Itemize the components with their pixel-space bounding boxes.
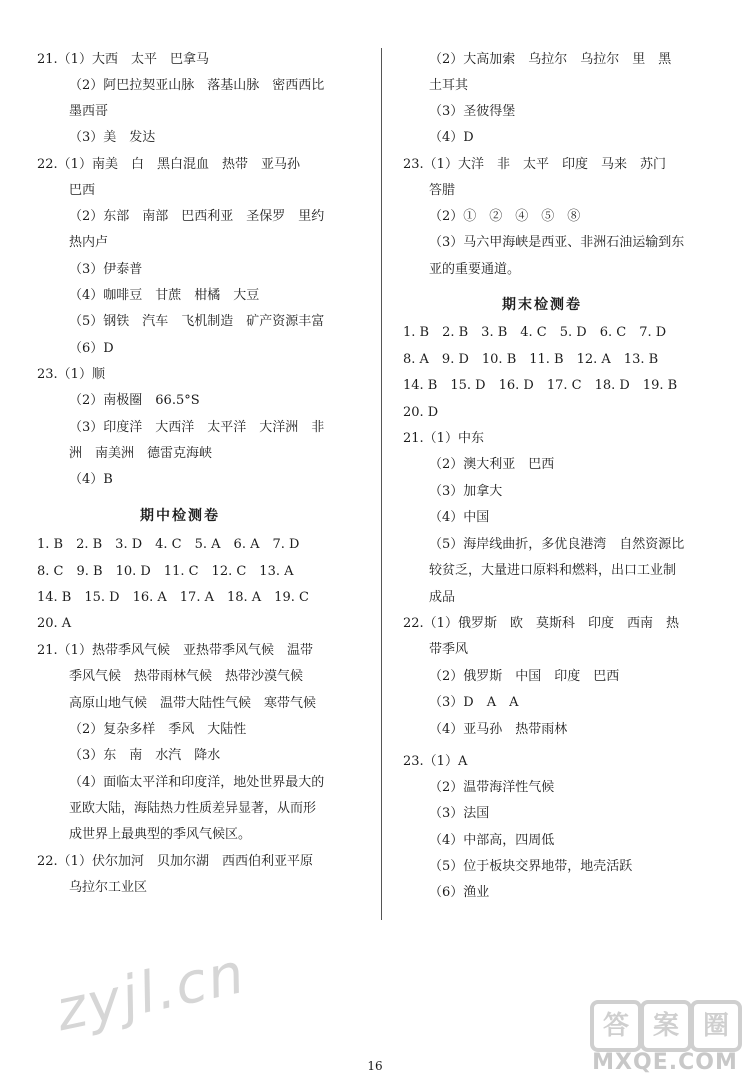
answer-line: （3）D A A [429,695,519,710]
answer-line: （4）面临太平洋和印度洋，地处世界最大的 [69,775,325,790]
answer-line: （2）俄罗斯 中国 印度 巴西 [429,669,620,684]
answer-line: （3）圣彼得堡 [429,104,516,119]
answer-line: 21.（1）热带季风气候 亚热带季风气候 温带 [37,643,313,658]
answer-line: 1. B 2. B 3. D 4. C 5. A 6. A 7. D [37,537,300,552]
answer-line: 亚的重要通道。 [429,262,521,277]
answer-line: 23.（1）A [403,754,468,769]
page-number: 16 [367,1059,383,1073]
answer-line: （5）位于板块交界地带，地壳活跃 [429,859,633,874]
answer-line: （3）马六甲海峡是西亚、非洲石油运输到东 [429,235,685,250]
answer-line: 21.（1）中东 [403,431,484,446]
watermark-char: 答 [590,1000,642,1052]
watermark-zyjl: zyjl.cn [50,940,252,1045]
answer-line: （3）伊泰普 [69,262,143,277]
answer-line: 较贫乏，大量进口原料和燃料，出口工业制 [429,563,677,578]
answer-line: 乌拉尔工业区 [69,880,148,895]
answer-line: （2）南极圈 66.5°S [69,393,200,408]
answer-line: 季风气候 热带雨林气候 热带沙漠气候 [69,669,304,684]
answer-line: 21.（1）大西 太平 巴拿马 [37,52,209,67]
answer-line: （2）澳大利亚 巴西 [429,457,555,472]
answer-line: 23.（1）大洋 非 太平 印度 马来 苏门 [403,157,666,172]
answer-line: 巴西 [69,183,96,198]
answer-line: （2）温带海洋性气候 [429,780,555,795]
answer-line: 22.（1）俄罗斯 欧 莫斯科 印度 西南 热 [403,616,679,631]
section-title-final: 期末检测卷 [502,297,582,313]
answer-line: 8. A 9. D 10. B 11. B 12. A 13. B [403,352,659,367]
answer-line: （2）阿巴拉契亚山脉 落基山脉 密西西比 [69,78,325,93]
answer-line: 20. A [37,616,72,631]
answer-line: （4）B [69,472,113,487]
answer-line: （4）中部高，四周低 [429,833,555,848]
answer-line: 成世界上最典型的季风气候区。 [69,827,252,842]
answer-line: （2）大高加索 乌拉尔 乌拉尔 里 黑 [429,52,672,67]
column-divider [381,48,382,920]
answer-line: 高原山地气候 温带大陆性气候 寒带气候 [69,696,317,711]
answer-line: 洲 南美洲 德雷克海峡 [69,446,213,461]
answer-line: （4）D [429,130,474,145]
answer-line: 亚欧大陆，海陆热力性质差异显著，从而形 [69,801,317,816]
answer-line: （4）中国 [429,510,490,525]
watermark-domain: MXQE.COM [592,1050,738,1075]
answer-line: （2）① ② ④ ⑤ ⑧ [429,209,581,224]
answer-line: 热内卢 [69,235,109,250]
answer-line: （2）东部 南部 巴西利亚 圣保罗 里约 [69,209,325,224]
answer-line: 22.（1）南美 白 黑白混血 热带 亚马孙 [37,157,300,172]
answer-line: 土耳其 [429,78,469,93]
answer-line: 14. B 15. D 16. D 17. C 18. D 19. B [403,378,678,393]
answer-line: （2）复杂多样 季风 大陆性 [69,722,247,737]
answer-line: 成品 [429,590,456,605]
answer-line: （3）印度洋 大西洋 太平洋 大洋洲 非 [69,420,325,435]
answer-line: （4）咖啡豆 甘蔗 柑橘 大豆 [69,288,260,303]
answer-line: 22.（1）伏尔加河 贝加尔湖 西西伯利亚平原 [37,854,313,869]
answer-line: （6）D [69,341,114,356]
answer-line: 1. B 2. B 3. B 4. C 5. D 6. C 7. D [403,325,667,340]
answer-line: 带季风 [429,642,469,657]
answer-line: 14. B 15. D 16. A 17. A 18. A 19. C [37,590,309,605]
answer-line: 答腊 [429,183,456,198]
answer-line: （6）渔业 [429,885,490,900]
answer-line: （3）美 发达 [69,130,156,145]
answer-line: 8. C 9. B 10. D 11. C 12. C 13. A [37,564,294,579]
watermark-char: 圈 [690,1000,742,1052]
answer-line: （3）加拿大 [429,484,503,499]
answer-line: （5）海岸线曲折，多优良港湾 自然资源比 [429,537,685,552]
answer-line: 20. D [403,405,439,420]
answer-line: （5）钢铁 汽车 飞机制造 矿产资源丰富 [69,314,325,329]
section-title-midterm: 期中检测卷 [140,508,220,524]
answer-line: 墨西哥 [69,104,109,119]
answer-line: （4）亚马孙 热带雨林 [429,722,568,737]
watermark-char: 案 [640,1000,692,1052]
answer-line: 23.（1）顺 [37,367,105,382]
answer-line: （3）法国 [429,806,490,821]
answer-line: （3）东 南 水汽 降水 [69,748,221,763]
